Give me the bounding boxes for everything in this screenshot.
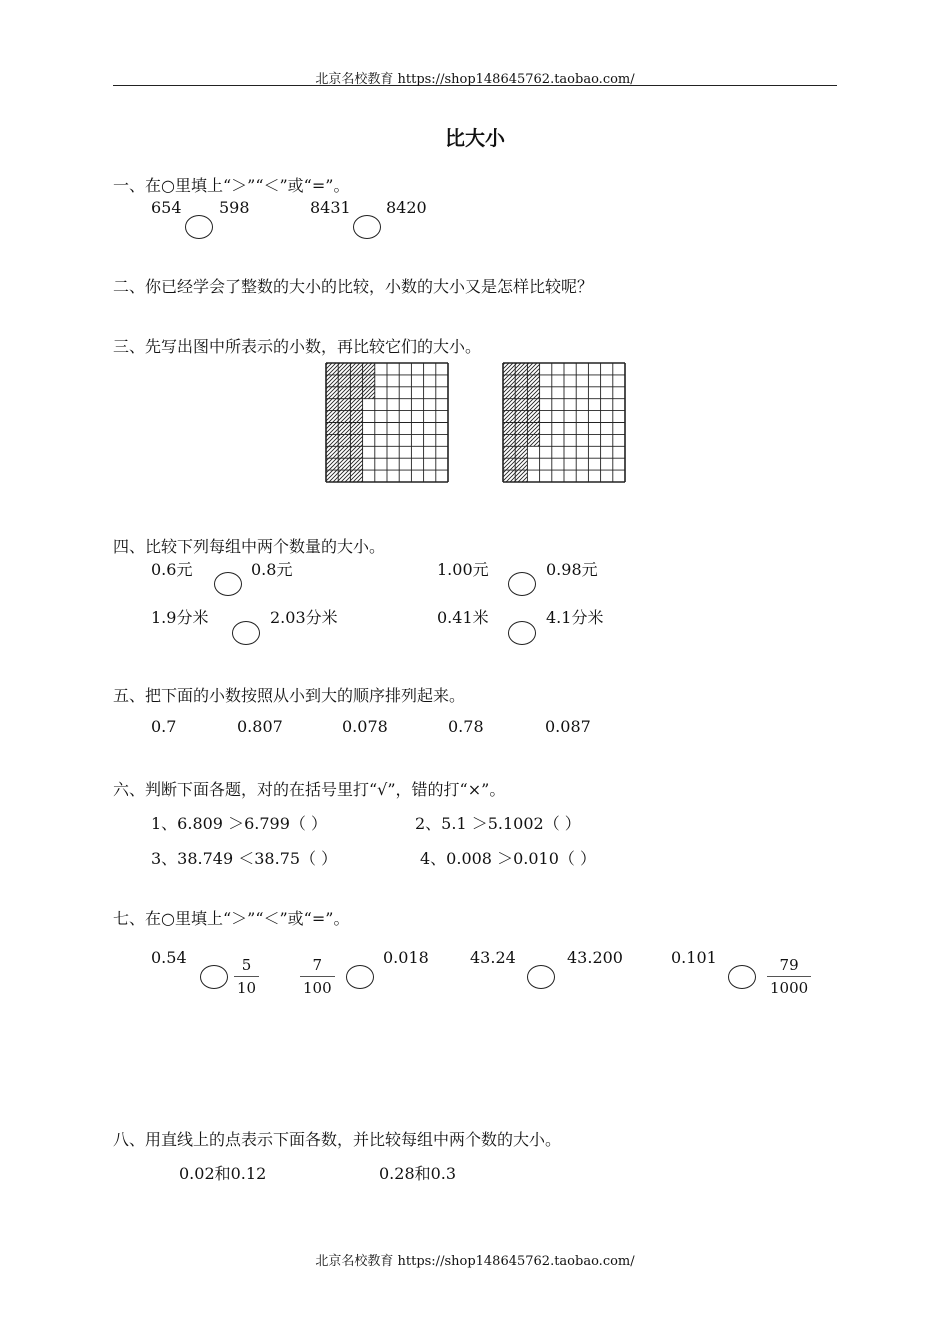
shaded-cell (503, 423, 515, 435)
q1-a1: 654 (151, 198, 182, 217)
shaded-cell (350, 434, 362, 446)
shaded-cell (503, 446, 515, 458)
shaded-cell (527, 387, 539, 399)
q6-prompt: 六、判断下面各题，对的在括号里打“√”，错的打“×”。 (113, 780, 506, 799)
shaded-cell (527, 423, 539, 435)
shaded-cell (338, 423, 350, 435)
shaded-cell (515, 363, 527, 375)
shaded-cell (338, 411, 350, 423)
shaded-cell (350, 411, 362, 423)
q5-prompt: 五、把下面的小数按照从小到大的顺序排列起来。 (113, 686, 466, 705)
shaded-cell (363, 387, 375, 399)
q7-circle-2[interactable] (346, 965, 374, 989)
shaded-cell (363, 363, 375, 375)
hundred-grid-1 (325, 362, 449, 483)
fraction-2-denominator: 100 (303, 979, 332, 997)
q4-circle-4[interactable] (508, 621, 536, 645)
shaded-cell (515, 411, 527, 423)
shaded-cell (350, 387, 362, 399)
shaded-cell (338, 434, 350, 446)
q6-item-2: 2、5.1 ＞5.1002（ ） (415, 814, 581, 833)
q5-number-4: 0.78 (448, 717, 484, 736)
shaded-cell (515, 434, 527, 446)
shaded-cell (503, 411, 515, 423)
shaded-cell (350, 458, 362, 470)
q8-prompt: 八、用直线上的点表示下面各数，并比较每组中两个数的大小。 (113, 1130, 562, 1149)
q1-b1: 598 (219, 198, 250, 217)
shaded-cell (326, 387, 338, 399)
shaded-cell (503, 399, 515, 411)
shaded-cell (338, 399, 350, 411)
shaded-cell (503, 375, 515, 387)
shaded-cell (326, 470, 338, 482)
q2-prompt: 二、你已经学会了整数的大小的比较，小数的大小又是怎样比较呢？ (113, 277, 594, 296)
shaded-cell (503, 387, 515, 399)
fraction-1-denominator: 10 (237, 979, 257, 997)
shaded-cell (503, 470, 515, 482)
fraction-2-numerator: 7 (312, 956, 323, 974)
q1-b2: 8420 (386, 198, 427, 217)
q5-number-2: 0.807 (237, 717, 283, 736)
shaded-cell (326, 411, 338, 423)
q7-prompt: 七、在○里填上“＞”“＜”或“=”。 (113, 909, 350, 928)
q7-circle-3[interactable] (527, 965, 555, 989)
q7-fraction-2 (300, 956, 335, 997)
shaded-cell (515, 458, 527, 470)
q7-circle-4[interactable] (728, 965, 756, 989)
fraction-2-bar (300, 976, 335, 977)
page-header: 北京名校教育 https://shop148645762.taobao.com/ (315, 72, 635, 87)
q8-pair-1: 0.02和0.12 (179, 1164, 267, 1183)
shaded-cell (527, 363, 539, 375)
q1-a2: 8431 (310, 198, 351, 217)
page-title: 比大小 (445, 126, 505, 150)
shaded-cell (338, 470, 350, 482)
shaded-cell (326, 399, 338, 411)
q7-b: 0.018 (383, 948, 429, 967)
q5-number-1: 0.7 (151, 717, 177, 736)
hundred-grid-2 (502, 362, 626, 483)
shaded-cell (326, 363, 338, 375)
q7-circle-1[interactable] (200, 965, 228, 989)
shaded-cell (350, 399, 362, 411)
shaded-cell (503, 363, 515, 375)
fraction-3-denominator: 1000 (770, 979, 809, 997)
shaded-cell (503, 434, 515, 446)
page-footer: 北京名校教育 https://shop148645762.taobao.com/ (315, 1254, 635, 1269)
q4-circle-2[interactable] (508, 572, 536, 596)
shaded-cell (515, 399, 527, 411)
q4-item4-right: 4.1分米 (546, 608, 604, 627)
shaded-cell (350, 423, 362, 435)
q4-item1-right: 0.8元 (251, 560, 293, 579)
shaded-cell (326, 446, 338, 458)
fraction-3-numerator: 79 (779, 956, 799, 974)
shaded-cell (326, 434, 338, 446)
shaded-cell (527, 434, 539, 446)
shaded-cell (338, 375, 350, 387)
q7-c: 43.24 (470, 948, 516, 967)
q3-prompt: 三、先写出图中所表示的小数，再比较它们的大小。 (113, 337, 482, 356)
q4-item4-left: 0.41米 (437, 608, 489, 627)
shaded-cell (527, 399, 539, 411)
q7-e: 0.101 (671, 948, 717, 967)
q4-item2-left: 1.00元 (437, 560, 489, 579)
q4-item3-left: 1.9分米 (151, 608, 209, 627)
shaded-cell (338, 387, 350, 399)
shaded-cell (350, 363, 362, 375)
q1-circle-2[interactable] (353, 215, 381, 239)
q5-number-5: 0.087 (545, 717, 591, 736)
shaded-cell (326, 423, 338, 435)
q6-item-1: 1、6.809 ＞6.799（ ） (151, 814, 327, 833)
shaded-cell (503, 458, 515, 470)
q1-circle-1[interactable] (185, 215, 213, 239)
shaded-cell (350, 470, 362, 482)
q4-item2-right: 0.98元 (546, 560, 598, 579)
shaded-cell (350, 375, 362, 387)
header-rule (113, 85, 837, 86)
fraction-1-bar (234, 976, 259, 977)
q6-item-3: 3、38.749 ＜38.75（ ） (151, 849, 338, 868)
q7-d: 43.200 (567, 948, 623, 967)
fraction-3-bar (767, 976, 811, 977)
shaded-cell (515, 423, 527, 435)
shaded-cell (515, 446, 527, 458)
q1-prompt: 一、在○里填上“＞”“＜”或“=”。 (113, 176, 350, 195)
q7-fraction-3 (767, 956, 811, 997)
q5-number-3: 0.078 (342, 717, 388, 736)
shaded-cell (515, 375, 527, 387)
q4-item3-right: 2.03分米 (270, 608, 338, 627)
shaded-cell (363, 375, 375, 387)
shaded-cell (326, 375, 338, 387)
shaded-cell (350, 446, 362, 458)
q8-pair-2: 0.28和0.3 (379, 1164, 457, 1183)
shaded-cell (338, 363, 350, 375)
q7-fraction-1 (234, 956, 259, 997)
shaded-cell (527, 411, 539, 423)
shaded-cell (326, 458, 338, 470)
q4-item1-left: 0.6元 (151, 560, 193, 579)
q4-circle-3[interactable] (232, 621, 260, 645)
q6-item-4: 4、0.008 ＞0.010（ ） (420, 849, 596, 868)
shaded-cell (515, 387, 527, 399)
shaded-cell (515, 470, 527, 482)
shaded-cell (338, 458, 350, 470)
shaded-cell (338, 446, 350, 458)
q4-circle-1[interactable] (214, 572, 242, 596)
fraction-1-numerator: 5 (241, 956, 252, 974)
shaded-cell (527, 375, 539, 387)
q7-a: 0.54 (151, 948, 187, 967)
q4-prompt: 四、比较下列每组中两个数量的大小。 (113, 537, 386, 556)
